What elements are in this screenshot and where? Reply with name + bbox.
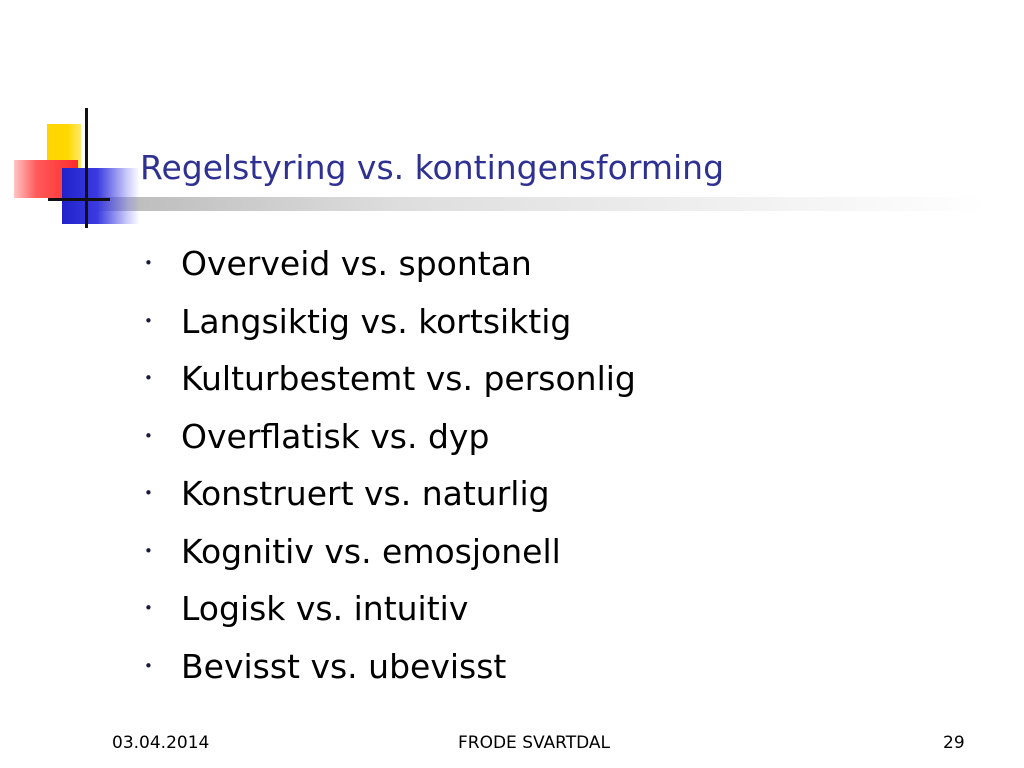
bullet-item <box>142 523 636 581</box>
footer-page-number: 29 <box>943 733 965 753</box>
logo-blue-block <box>62 168 140 224</box>
bullet-text: Konstruert vs. naturlig <box>181 474 550 514</box>
bullet-icon: • <box>144 369 153 388</box>
bullet-item <box>142 350 636 408</box>
bullet-item <box>142 638 636 696</box>
bullet-icon: • <box>144 656 153 675</box>
bullet-list <box>142 235 636 695</box>
bullet-icon: • <box>144 254 153 273</box>
bullet-item <box>142 580 636 638</box>
bullet-text: Overflatisk vs. dyp <box>181 416 490 456</box>
bullet-item <box>142 408 636 466</box>
footer-author: FRODE SVARTDAL <box>458 733 611 753</box>
bullet-text: Logisk vs. intuitiv <box>181 589 469 629</box>
bullet-icon: • <box>144 311 153 330</box>
title-underline-rule <box>88 197 988 211</box>
footer-date: 03.04.2014 <box>112 733 210 753</box>
bullet-text: Kognitiv vs. emosjonell <box>181 531 561 571</box>
bullet-text: Overveid vs. spontan <box>181 244 532 284</box>
logo-horizontal-line <box>48 198 110 201</box>
bullet-icon: • <box>144 426 153 445</box>
bullet-text: Kulturbestemt vs. personlig <box>181 359 636 399</box>
bullet-icon: • <box>144 599 153 618</box>
bullet-text: Bevisst vs. ubevisst <box>181 646 507 686</box>
bullet-item <box>142 293 636 351</box>
bullet-text: Langsiktig vs. kortsiktig <box>181 301 572 341</box>
slide-title: Regelstyring vs. kontingensforming <box>140 148 725 187</box>
bullet-item <box>142 465 636 523</box>
bullet-icon: • <box>144 484 153 503</box>
bullet-icon: • <box>144 541 153 560</box>
bullet-item <box>142 235 636 293</box>
logo-vertical-line <box>85 108 88 228</box>
